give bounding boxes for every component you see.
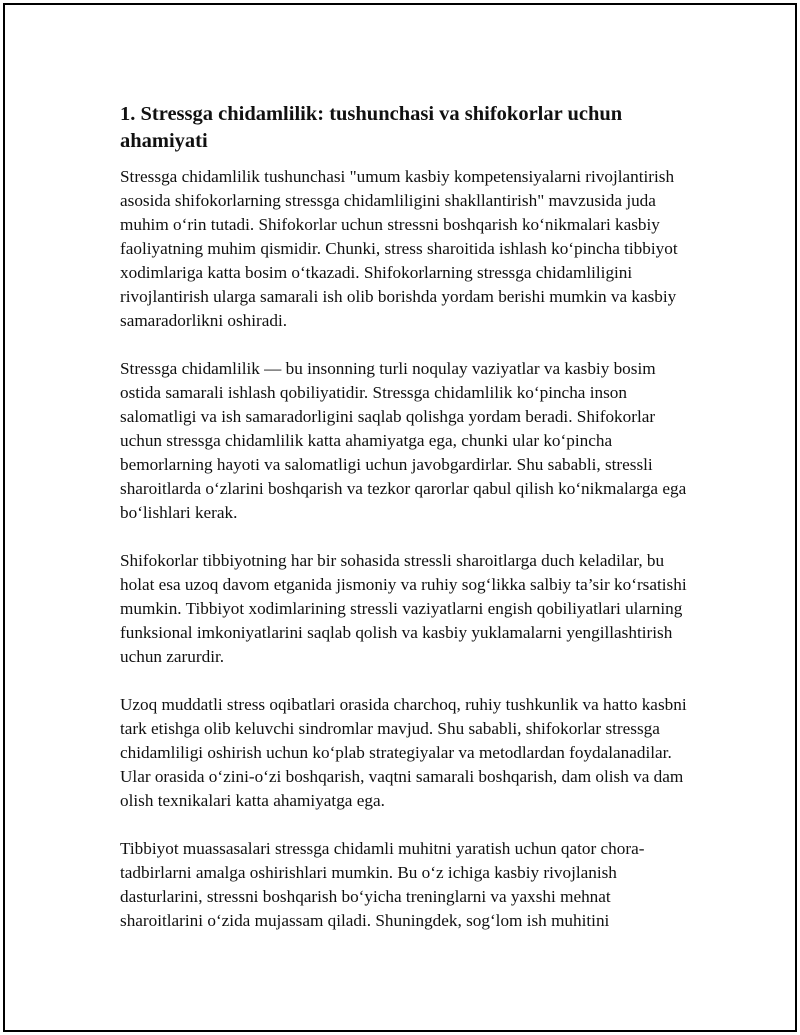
paragraph-2: Stressga chidamlilik — bu insonning turli noqulay vaziyatlar va kasbiy bosim ostida samarali ishlash qobiliyatidir. Stressga chidamlilik ko‘pincha inson salomatligi va ish samaradorligini saqlab qolishga yordam beradi. Shifokorlar uchun stressga chidamlilik katta ahamiyatga ega, chunki ular ko‘pincha bemorlarning hayoti va salomatligi uchun javobgardirlar. Shu sababli, stressli sharoitlarda o‘zlarini boshqarish va tezkor qarorlar qabul qilish ko‘nikmalarga ega bo‘lishlari kerak. [120, 359, 687, 522]
paragraph-3: Shifokorlar tibbiyotning har bir sohasida stressli sharoitlarga duch keladilar, bu holat esa uzoq davom etganida jismoniy va ruhiy sog‘likka salbiy ta’sir ko‘rsatishi mumkin. Tibbiyot xodimlarining stressli vaziyatlarni engish qobiliyatlari ularning funksional imkoniyatlarini saqlab qolish va kasbiy yuklamalarni yengillashtirish uchun zarurdir. [120, 551, 687, 666]
document-page [3, 3, 797, 1032]
paragraph-1: Stressga chidamlilik tushunchasi "umum kasbiy kompetensiyalarni rivojlantirish asosida shifokorlarning stressga chidamliligini shakllantirish" mavzusida juda muhim o‘rin tutadi. Shifokorlar uchun stressni boshqarish ko‘nikmalari kasbiy faoliyatning muhim qismidir. Chunki, stress sharoitida ishlash ko‘pincha tibbiyot xodimlariga katta bosim o‘tkazadi. Shifokorlarning stressga chidamliligini rivojlantirish ularga samarali ish olib borishda yordam berishi mumkin va kasbiy samaradorlikni oshiradi. [120, 167, 678, 330]
paragraph-5: Tibbiyot muassasalari stressga chidamli muhitni yaratish uchun qator chora-tadbirlarni amalga oshirishlari mumkin. Bu o‘z ichiga kasbiy rivojlanish dasturlarini, stressni boshqarish bo‘yicha treninglarni va yaxshi mehnat sharoitlarini o‘zida mujassam qiladi. Shuningdek, sog‘lom ish muhitini [120, 839, 645, 930]
document-content [120, 101, 690, 957]
paragraph-4: Uzoq muddatli stress oqibatlari orasida charchoq, ruhiy tushkunlik va hatto kasbni tark etishga olib keluvchi sindromlar mavjud. Shu sababli, shifokorlar stressga chidamliligi oshirish uchun ko‘plab strategiyalar va metodlardan foydalanadilar. Ular orasida o‘zini-o‘zi boshqarish, vaqtni samarali boshqarish, dam olish va dam olish texnikalari katta ahamiyatga ega. [120, 695, 687, 810]
section-heading: 1. Stressga chidamlilik: tushunchasi va shifokorlar uchun ahamiyati [120, 103, 623, 152]
